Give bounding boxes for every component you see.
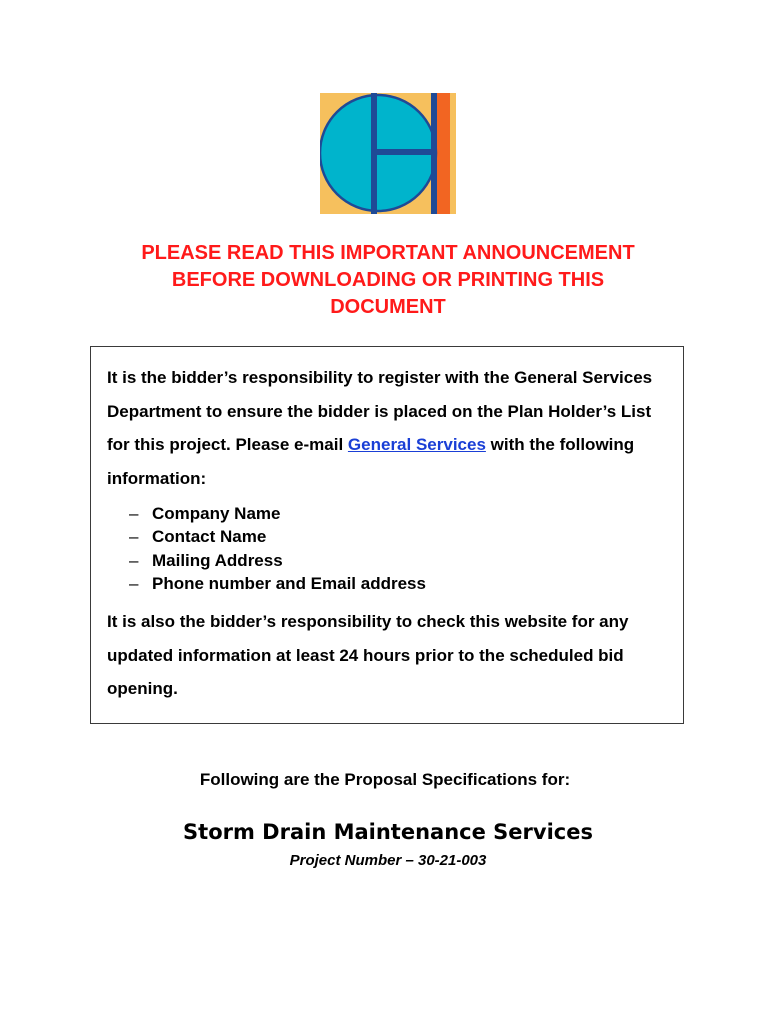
list-item-label: Mailing Address (152, 550, 283, 570)
bidder-notice-box (90, 346, 684, 724)
list-item (129, 572, 667, 595)
list-item (129, 525, 667, 548)
list-dash: – (129, 527, 139, 547)
announcement-line-1: PLEASE READ THIS IMPORTANT ANNOUNCEMENT (141, 242, 635, 264)
important-announcement-heading (60, 240, 716, 321)
announcement-line-2: BEFORE DOWNLOADING OR PRINTING THIS (171, 269, 605, 291)
general-services-email-link[interactable]: General Services (347, 435, 486, 454)
project-title: Storm Drain Maintenance Services (183, 820, 593, 844)
announcement-line-3: DOCUMENT (330, 296, 446, 318)
registration-text-end: with the following information: (107, 435, 635, 488)
list-item-label: Phone number and Email address (152, 573, 426, 593)
required-info-list (107, 502, 667, 595)
list-item (129, 549, 667, 572)
proposal-heading: Following are the Proposal Specifications for: (199, 770, 571, 789)
list-item-label: Contact Name (152, 527, 267, 547)
registration-paragraph (107, 361, 667, 495)
website-check-paragraph: It is also the bidder’s responsibility to check this website for any updated information at least 24 hours prior to the scheduled bid opening. (107, 612, 629, 699)
registration-text: It is the bidder’s responsibility to register with the General Services Department to ensure the bidder is placed on the Plan Holder’s List for this project. Please e-mail (107, 368, 653, 454)
list-item-label: Company Name (152, 504, 281, 523)
project-number: Project Number – 30-21-003 (289, 852, 487, 869)
department-logo-icon (320, 93, 456, 214)
list-dash: – (129, 504, 139, 523)
list-item (129, 502, 667, 525)
list-dash: – (129, 573, 139, 593)
list-dash: – (129, 550, 139, 570)
